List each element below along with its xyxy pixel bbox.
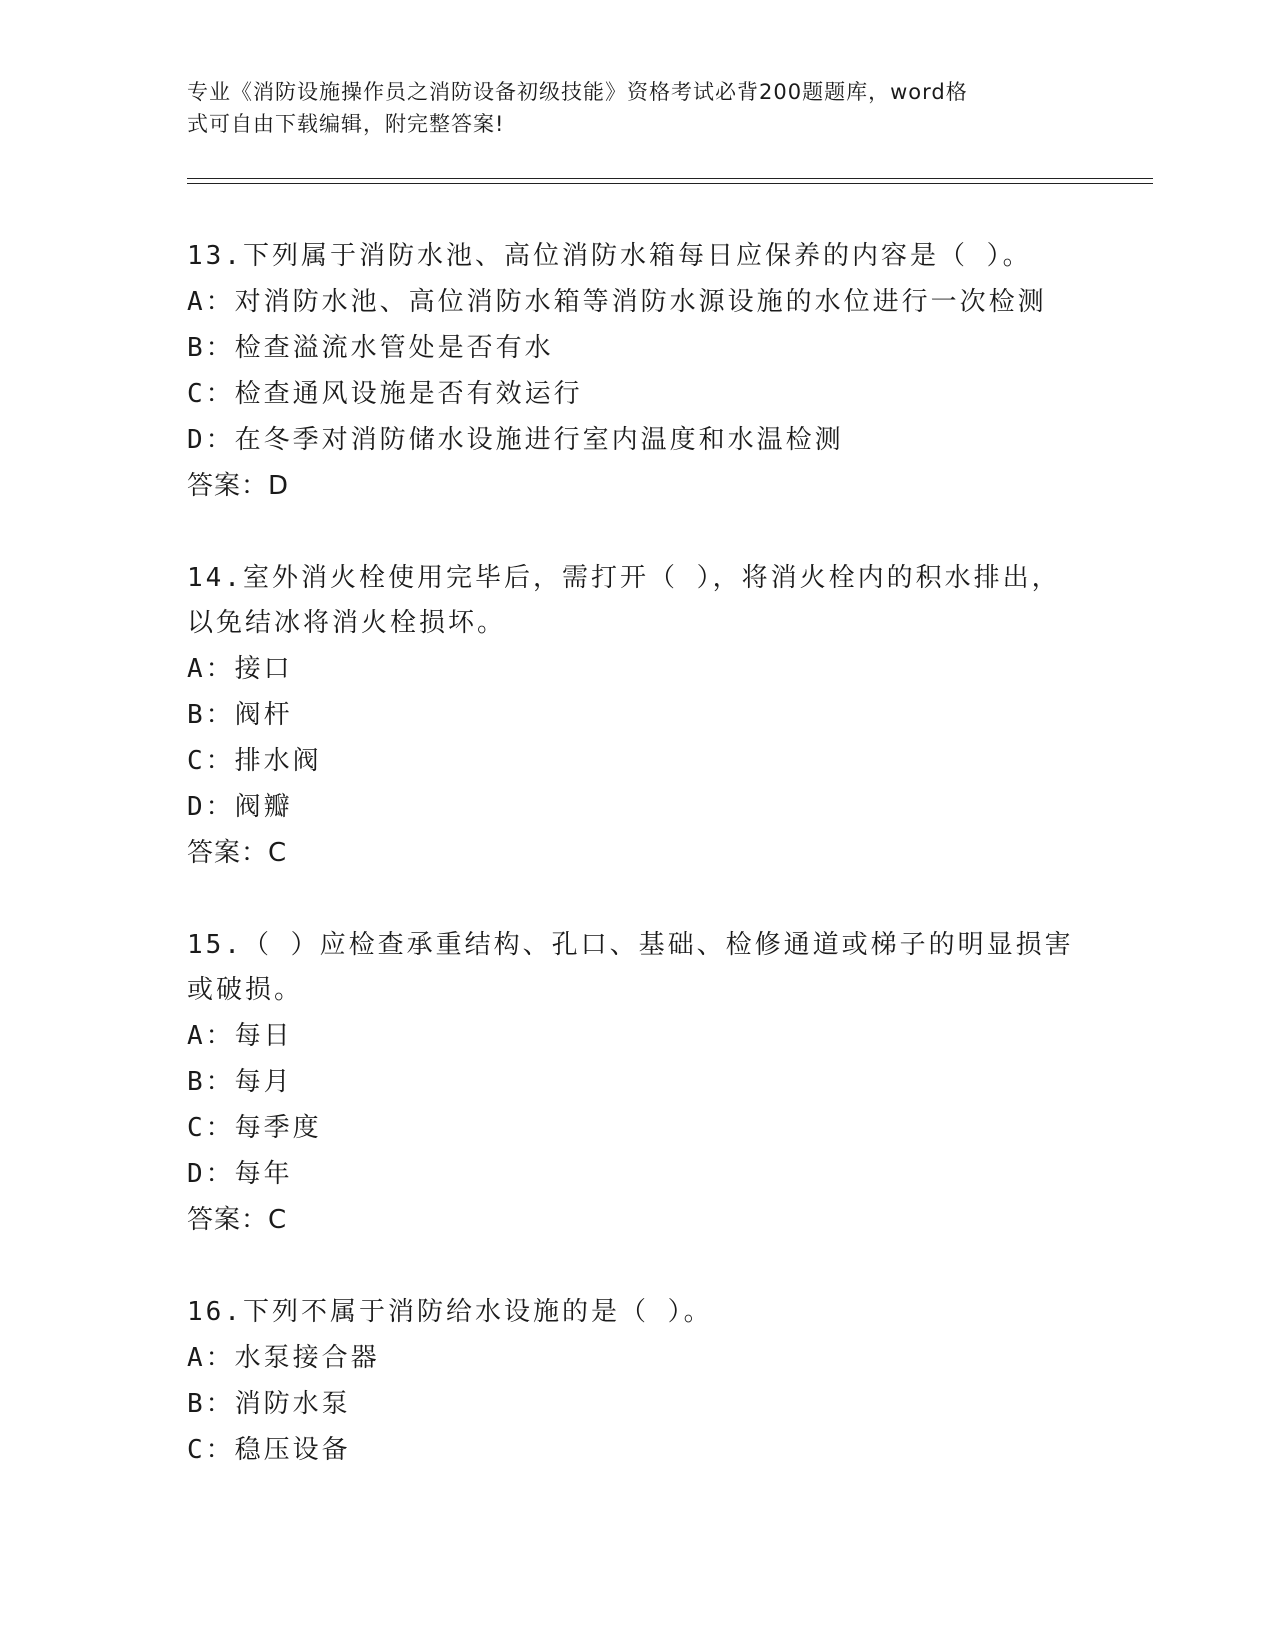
option-c: C：检查通风设施是否有效运行	[187, 379, 583, 409]
option-d: D：阀瓣	[187, 792, 293, 822]
question-stem: 16.下列不属于消防给水设施的是（ ）。	[187, 1297, 713, 1327]
answer: 答案：C	[187, 838, 288, 868]
header-divider-top	[187, 178, 1153, 179]
option-c: C：稳压设备	[187, 1435, 351, 1465]
question-stem: 14.室外消火栓使用完毕后，需打开（ ），将消火栓内的积水排出，以免结冰将消火栓损坏。	[187, 563, 1061, 638]
header-line-2: 式可自由下载编辑，附完整答案!	[187, 112, 505, 136]
question-14	[187, 556, 1087, 876]
answer: 答案：C	[187, 1205, 288, 1235]
question-stem: 13.下列属于消防水池、高位消防水箱每日应保养的内容是（ ）。	[187, 241, 1032, 271]
option-b: B：每月	[187, 1067, 293, 1097]
document-header	[187, 76, 1067, 140]
option-b: B：检查溢流水管处是否有水	[187, 333, 554, 363]
answer: 答案：D	[187, 471, 290, 501]
question-stem: 15.（ ）应检查承重结构、孔口、基础、检修通道或梯子的明显损害或破损。	[187, 930, 1074, 1005]
question-15	[187, 923, 1087, 1243]
question-16	[187, 1290, 1087, 1473]
option-d: D：每年	[187, 1159, 293, 1189]
option-a: A：每日	[187, 1021, 293, 1051]
option-d: D：在冬季对消防储水设施进行室内温度和水温检测	[187, 425, 844, 455]
option-a: A：接口	[187, 654, 293, 684]
question-13	[187, 234, 1087, 509]
option-b: B：消防水泵	[187, 1389, 351, 1419]
option-a: A：水泵接合器	[187, 1343, 380, 1373]
question-list	[187, 234, 1087, 1520]
option-c: C：排水阀	[187, 746, 322, 776]
header-line-1: 专业《消防设施操作员之消防设备初级技能》资格考试必背200题题库，word格	[187, 80, 968, 104]
option-b: B：阀杆	[187, 700, 293, 730]
option-c: C：每季度	[187, 1113, 322, 1143]
header-divider-bottom	[187, 183, 1153, 184]
option-a: A：对消防水池、高位消防水箱等消防水源设施的水位进行一次检测	[187, 287, 1047, 317]
